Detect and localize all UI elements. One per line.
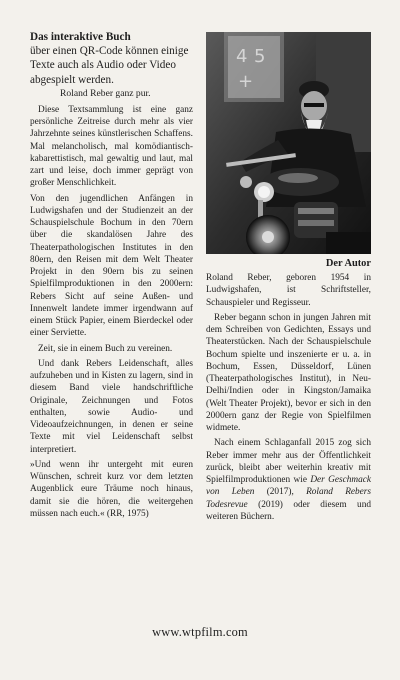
photo-caption: Der Autor <box>325 258 371 269</box>
bio-paragraph-3-end: (2019) oder diesem und weiteren Büchern. <box>206 499 371 522</box>
svg-text:+: + <box>238 71 254 92</box>
section-heading: Das interaktive Buch <box>30 31 131 43</box>
bio-paragraph-3 <box>206 437 371 523</box>
bio-paragraph-3-mid: (2017), <box>254 487 307 498</box>
quote: »Und wenn ihr untergeht mit euren Wünschen, schreit kurz vor dem letzten Augenblick eure Träume noch hinaus, damit sie die hören, die weitergehen müssen nach euch.« (RR, 1975) <box>30 459 193 519</box>
paragraph-2: Von den jugendlichen Anfängen in Ludwigshafen und der Studienzeit an der Schauspielschule Bochum in den 70ern über die skandalösen Jahre des Theaterpathologischen Institutes in den 80ern, den Reisen mit dem Welt Theater Projekt in den 90ern bis zu seinen Spielfilmproduktionen in den 2000ern: Rebers Sicht auf seine Außen- und Innenwelt landete immer irgendwann auf einem Stück Papier, einem Bierdeckel oder einer Serviette. <box>30 193 193 339</box>
bio-paragraph-2: Reber begann schon in jungen Jahren mit dem Schreiben von Gedichten, Essays und Theaterstücken. Nach der Schauspielschule Bochum spielte und inszenierte er u. a. in Bochum, Essen, Düsseldorf, Lünen (Theaterpathologisches Institut), in Neu-Delhi/Indien oder in Kingston/Jamaika (Welt Theater Projekt), bevor er sich in den 2000ern ganz der Regie von Spielfilmen widmete. <box>206 312 371 433</box>
right-column <box>206 32 371 526</box>
svg-text:4: 4 <box>236 46 248 67</box>
paragraph-3: Zeit, sie in einem Buch zu vereinen. <box>38 343 173 354</box>
paragraph-1: Diese Textsammlung ist eine ganz persönliche Zeitreise durch mehr als vier Jahrzehnte seines künstlerischen Schaffens. Mal melancholisch, mal komödiantisch-kabarettistisch, mal gewaltig und laut, mal zart und leise, doch immer geprägt von großer Menschlichkeit. <box>30 104 193 189</box>
paragraph-4: Und dank Rebers Leidenschaft, alles aufzuheben und in Kisten zu lagern, sind in diesem Band viele handschriftliche Originale, Zeichnungen und Fotos enthalten, sowie Audio- und Videoaufzeichnungen, in denen er seine Texte mit viel Leidenschaft selbst interpretiert. <box>30 358 193 455</box>
author-photo-motorcycle-icon <box>206 32 371 254</box>
bio-paragraph-1: Roland Reber, geboren 1954 in Ludwigshafen, ist Schriftsteller, Schauspieler und Regisseur. <box>206 273 371 308</box>
intro-text: über einen QR-Code können einige Texte auch als Audio oder Video abgespielt werden. <box>30 45 189 86</box>
attribution-line: Roland Reber ganz pur. <box>60 88 151 100</box>
website-link[interactable]: www.wtpfilm.com <box>152 625 248 639</box>
film-title-2: Roland Rebers Todesrevue <box>206 487 372 510</box>
svg-text:5: 5 <box>254 46 266 67</box>
left-column <box>30 30 193 520</box>
bio-paragraph-3-text: Nach einem Schlaganfall 2015 zog sich Reber immer mehr aus der Öffentlichkeit zurück, bleibt aber weiterhin kreativ mit Spielfilmproduktionen wie <box>206 438 371 485</box>
film-title-1: Der Geschmack von Leben <box>206 475 371 498</box>
